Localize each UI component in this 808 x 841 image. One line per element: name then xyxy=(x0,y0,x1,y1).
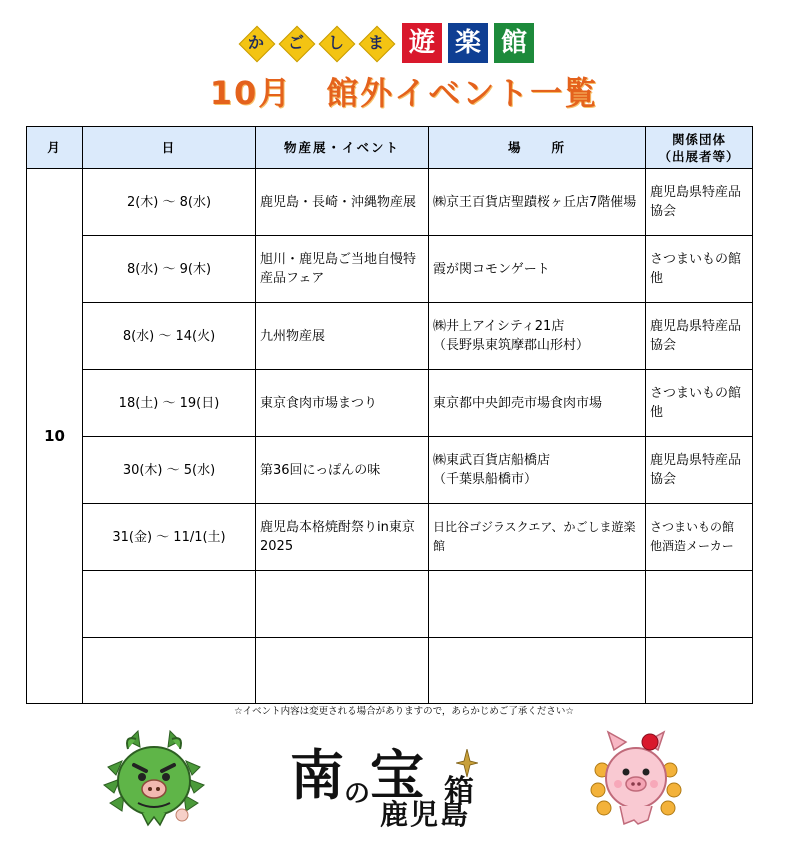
table-header-row xyxy=(27,127,753,169)
header-org: 関係団体 （出展者等） xyxy=(646,127,753,169)
event-cell: 鹿児島・長崎・沖縄物産展 xyxy=(256,169,429,236)
org-cell: 鹿児島県特産品協会 xyxy=(646,303,753,370)
kagoshima-yurakukan-logo xyxy=(236,20,534,66)
notice-text: ☆イベント内容は変更される場合がありますので，あらかじめご了承ください☆ xyxy=(234,706,574,717)
event-cell xyxy=(256,638,429,704)
place-cell: 東京都中央卸売市場食肉市場 xyxy=(429,370,646,437)
org-cell: さつまいもの館 他 xyxy=(646,236,753,303)
org-cell xyxy=(646,638,753,704)
logo-kanji-box: 館 xyxy=(494,23,534,63)
event-cell: 第36回にっぽんの味 xyxy=(256,437,429,504)
header-place: 場 所 xyxy=(429,127,646,169)
date-cell: 30(木) ～ 5(水) xyxy=(83,437,256,504)
brand-char-no: の xyxy=(344,779,371,809)
green-oni-mascot-icon xyxy=(98,727,210,829)
place-cell xyxy=(429,571,646,638)
table-row xyxy=(27,169,753,236)
date-cell xyxy=(83,638,256,704)
event-table xyxy=(26,126,753,704)
table-row xyxy=(27,437,753,504)
brand-char-hako: 箱 xyxy=(444,774,475,809)
page-title: 10月 館外イベント一覧 xyxy=(209,74,599,112)
logo-kana-diamond: し xyxy=(321,28,351,58)
date-cell: 2(木) ～ 8(水) xyxy=(83,169,256,236)
table-row xyxy=(27,571,753,638)
sparkle-icon xyxy=(456,749,478,777)
brand-char-minami: 南 xyxy=(290,743,344,807)
event-cell xyxy=(256,571,429,638)
table-row xyxy=(27,236,753,303)
header-month: 月 xyxy=(27,127,83,169)
place-cell: ㈱井上アイシティ21店 （長野県東筑摩郡山形村） xyxy=(429,303,646,370)
org-cell: さつまいもの館 他酒造メーカー xyxy=(646,504,753,571)
brand-logo xyxy=(290,733,530,831)
logo-kana-diamond: ご xyxy=(281,28,311,58)
date-cell: 31(金) ～ 11/1(土) xyxy=(83,504,256,571)
pink-pig-mascot-icon xyxy=(588,728,684,828)
brand-kagoshima: 鹿児島 xyxy=(380,798,471,831)
org-cell: さつまいもの館 他 xyxy=(646,370,753,437)
table-row xyxy=(27,638,753,704)
logo-kanji-box: 楽 xyxy=(448,23,488,63)
date-cell xyxy=(83,571,256,638)
place-cell: ㈱東武百貨店船橋店 （千葉県船橋市） xyxy=(429,437,646,504)
month-cell: 10 xyxy=(27,169,83,704)
place-cell: ㈱京王百貨店聖蹟桜ヶ丘店7階催場 xyxy=(429,169,646,236)
brand-char-takara: 宝 xyxy=(370,743,425,807)
org-cell: 鹿児島県特産品協会 xyxy=(646,437,753,504)
place-cell: 日比谷ゴジラスクエア、かごしま遊楽館 xyxy=(429,504,646,571)
table-row xyxy=(27,370,753,437)
table-row xyxy=(27,504,753,571)
logo-kana-diamond: か xyxy=(241,28,271,58)
date-cell: 18(土) ～ 19(日) xyxy=(83,370,256,437)
header-event: 物産展・イベント xyxy=(256,127,429,169)
event-cell: 東京食肉市場まつり xyxy=(256,370,429,437)
event-cell: 鹿児島本格焼酎祭りin東京2025 xyxy=(256,504,429,571)
header-day: 日 xyxy=(83,127,256,169)
table-row xyxy=(27,303,753,370)
logo-kanji-box: 遊 xyxy=(402,23,442,63)
date-cell: 8(水) ～ 9(木) xyxy=(83,236,256,303)
logo-kana-diamond: ま xyxy=(361,28,391,58)
event-cell: 旭川・鹿児島ご当地自慢特産品フェア xyxy=(256,236,429,303)
org-cell: 鹿児島県特産品協会 xyxy=(646,169,753,236)
event-cell: 九州物産展 xyxy=(256,303,429,370)
org-cell xyxy=(646,571,753,638)
place-cell: 霞が関コモンゲート xyxy=(429,236,646,303)
place-cell xyxy=(429,638,646,704)
date-cell: 8(水) ～ 14(火) xyxy=(83,303,256,370)
